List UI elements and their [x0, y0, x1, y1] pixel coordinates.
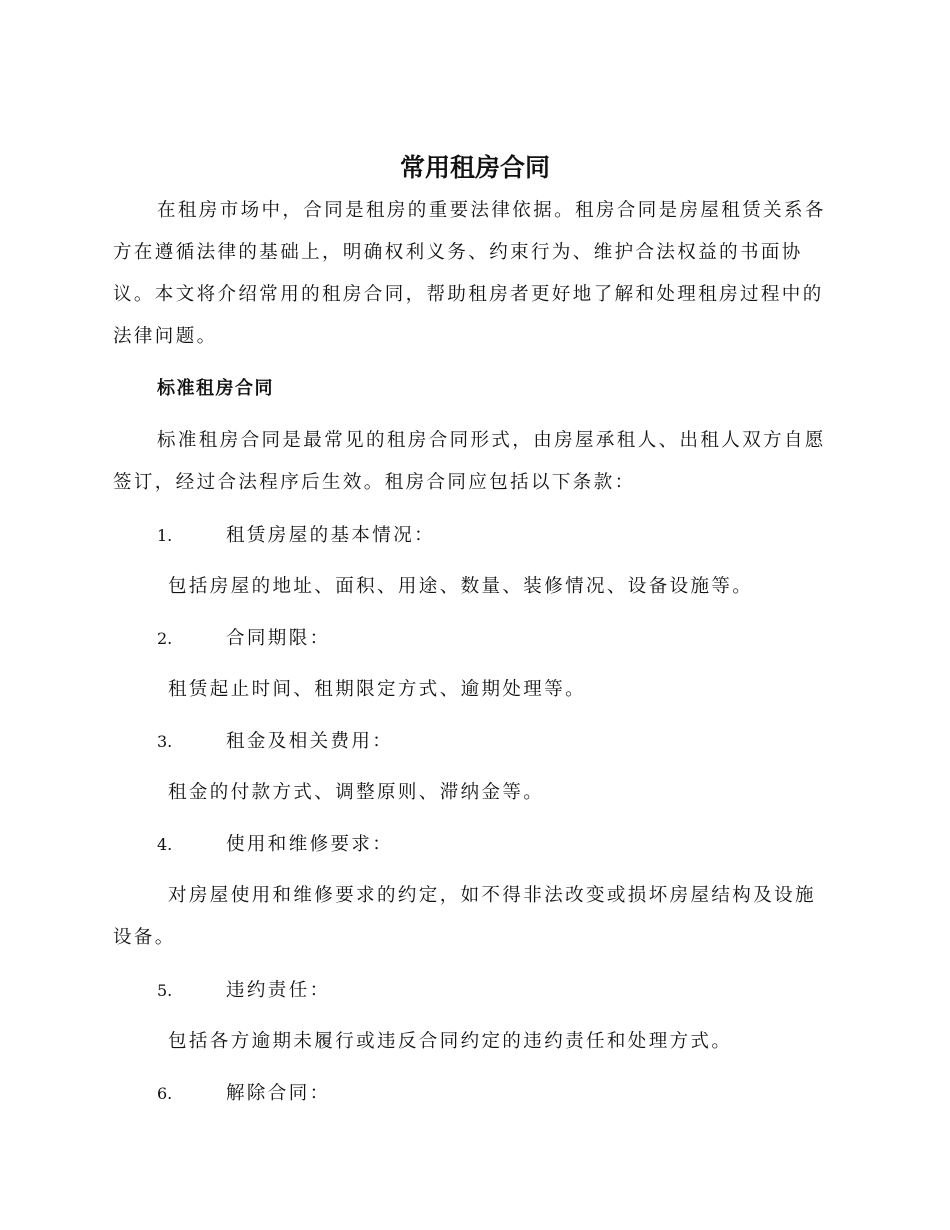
list-item-title: 解除合同： [226, 1083, 331, 1104]
list-item-title: 使用和维修要求： [226, 834, 394, 855]
list-item-number: 2. [157, 629, 173, 648]
list-item-number: 5. [157, 981, 173, 1000]
list-item-title: 违约责任： [226, 980, 331, 1001]
list-item-title: 租赁房屋的基本情况： [226, 525, 436, 546]
list-item-description: 对房屋使用和维修要求的约定，如不得非法改变或损坏房屋结构及设施设备。 [113, 885, 816, 948]
list-item-description: 租金的付款方式、调整原则、滞纳金等。 [168, 782, 545, 803]
section-paragraph: 标准租房合同是最常见的租房合同形式，由房屋承租人、出租人双方自愿签订，经过合法程序后生效。租房合同应包括以下条款： [113, 430, 826, 493]
list-item-number: 4. [157, 835, 173, 854]
list-item-description: 包括各方逾期未履行或违反合同约定的违约责任和处理方式。 [168, 1031, 733, 1052]
list-item-number: 6. [157, 1084, 173, 1103]
document-title: 常用租房合同 [399, 153, 550, 182]
section-heading: 标准租房合同 [157, 378, 274, 399]
list-item-number: 3. [157, 732, 173, 751]
list-item-title: 合同期限： [226, 628, 331, 649]
list-item-title: 租金及相关费用： [226, 731, 394, 752]
intro-paragraph: 在租房市场中，合同是租房的重要法律依据。租房合同是房屋租赁关系各方在遵循法律的基础上，明确权利义务、约束行为、维护合法权益的书面协议。本文将介绍常用的租房合同，帮助租房者更好地了解和处理租房过程中的法律问题。 [113, 200, 826, 347]
list-item-description: 租赁起止时间、租期限定方式、逾期处理等。 [168, 679, 587, 700]
list-item-description: 包括房屋的地址、面积、用途、数量、装修情况、设备设施等。 [168, 576, 754, 597]
list-item-number: 1. [157, 526, 173, 545]
